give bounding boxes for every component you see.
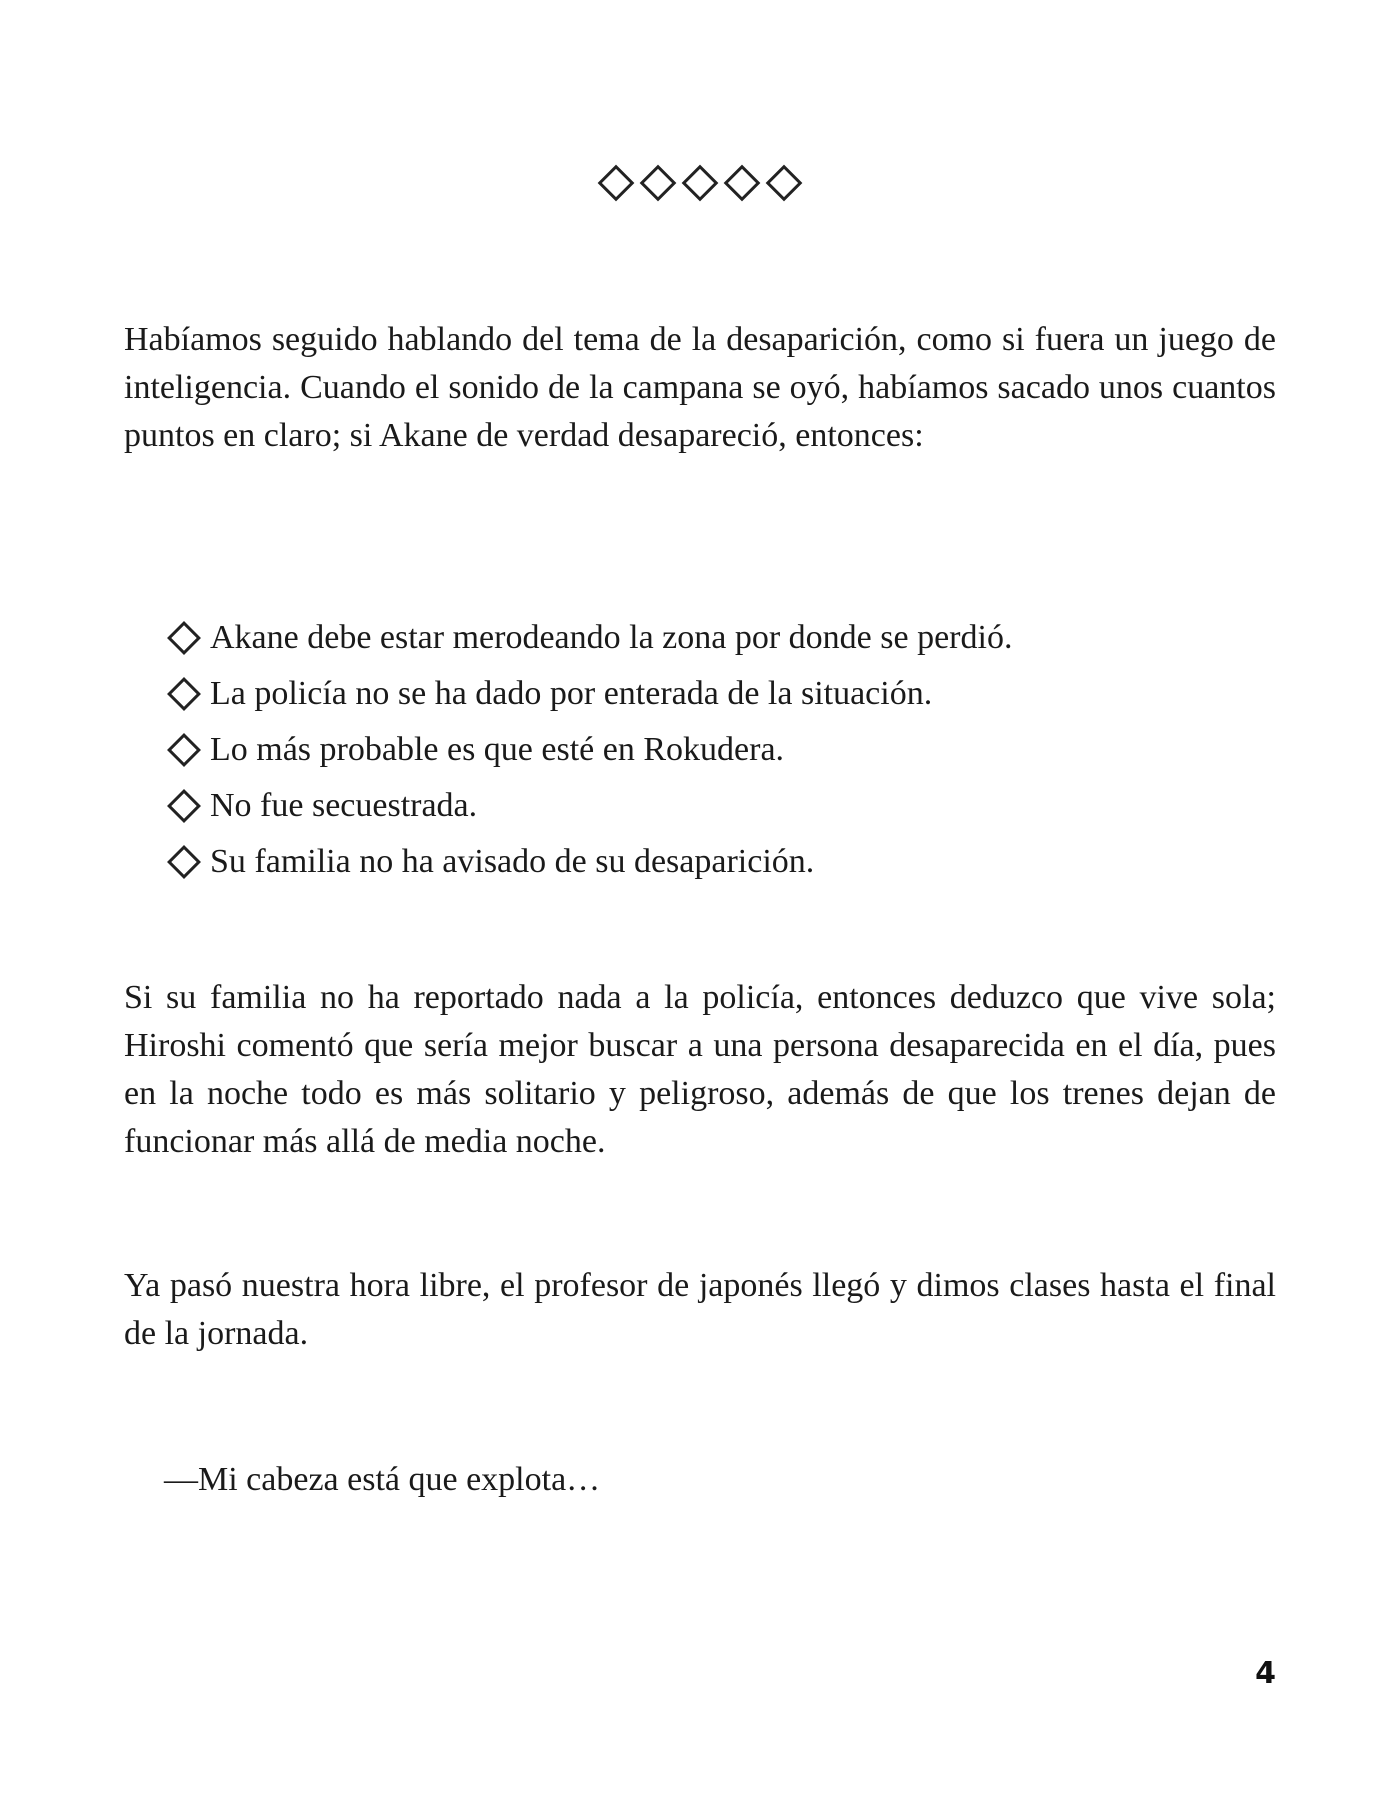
diamond-outline-icon [167, 677, 201, 711]
list-item-text: Lo más probable es que esté en Rokudera. [210, 731, 785, 768]
list-item [166, 778, 1012, 834]
deductions-list [166, 610, 1012, 890]
paragraph-1: Habíamos seguido hablando del tema de la desaparición, como si fuera un juego de inteligencia. Cuando el sonido de la campana se oyó, habíamos sacado unos cuantos puntos en claro; si Akane de verdad desapareció, entonces: [124, 321, 1276, 454]
diamond-outline-icon [766, 165, 803, 202]
list-item [166, 834, 1012, 890]
section-separator [0, 170, 1400, 196]
list-item-text: No fue secuestrada. [210, 787, 478, 824]
list-item [166, 722, 1012, 778]
diamond-outline-icon [167, 845, 201, 879]
diamond-outline-icon [724, 165, 761, 202]
diamond-outline-icon [167, 733, 201, 767]
paragraph-2: Si su familia no ha reportado nada a la policía, entonces deduzco que vive sola; Hiroshi comentó que sería mejor buscar a una persona desaparecida en el día, pues en la noche todo es más solitario y peligroso, además de que los trenes dejan de funcionar más allá de media noche. [124, 979, 1276, 1160]
dialogue-line: —Mi cabeza está que explota… [164, 1461, 601, 1498]
diamond-outline-icon [682, 165, 719, 202]
diamond-outline-icon [640, 165, 677, 202]
list-item [166, 666, 1012, 722]
diamond-outline-icon [167, 789, 201, 823]
diamond-outline-icon [167, 621, 201, 655]
list-item-text: Su familia no ha avisado de su desaparición. [210, 843, 815, 880]
paragraph-3: Ya pasó nuestra hora libre, el profesor de japonés llegó y dimos clases hasta el final de la jornada. [124, 1267, 1276, 1352]
list-item-text: Akane debe estar merodeando la zona por donde se perdió. [210, 619, 1013, 656]
page-number: 4 [1255, 1656, 1276, 1691]
diamond-outline-icon [598, 165, 635, 202]
list-item-text: La policía no se ha dado por enterada de la situación. [210, 675, 933, 712]
list-item [166, 610, 1012, 666]
